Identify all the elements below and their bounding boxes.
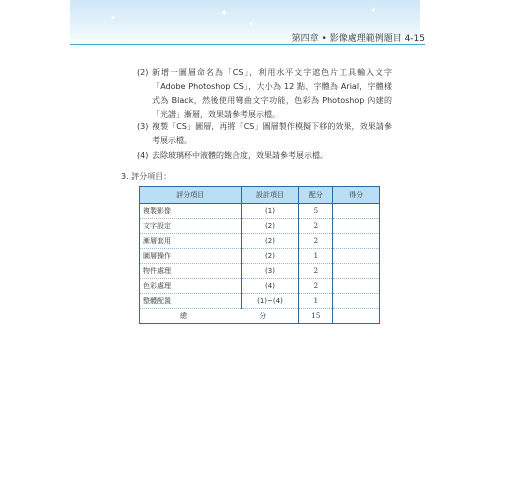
table-cell: (3) — [241, 264, 299, 279]
table-cell: (2) — [241, 219, 299, 234]
table-row — [140, 294, 380, 309]
total-label-right: 分 — [259, 312, 267, 320]
table-row — [140, 279, 380, 294]
table-cell: 色彩處理 — [140, 279, 242, 294]
table-row — [140, 264, 380, 279]
table-row — [140, 249, 380, 264]
item-text: 複製「CS」圖層，再將「CS」圖層製作模擬下移的效果，效果請參考展示檔。 — [152, 122, 392, 145]
item-text: 新增一圖層命名為「CS」，利用水平文字遮色片工具輸入文字「Adobe Photoshop CS」，大小為 12 點、字體為 Arial，字體樣式為 Black，然後使用彎曲文字功能，色彩為 Photoshop 內建的「光譜」漸層，效果請參考展示檔。 — [152, 68, 392, 119]
table-cell: (1)~(4) — [241, 294, 299, 309]
total-label-left: 總 — [180, 312, 187, 320]
table-cell: (2) — [241, 234, 299, 249]
table-cell: 漸層套用 — [140, 234, 242, 249]
section-title: 3. 評分項目： — [121, 172, 172, 181]
table-cell: 整體配置 — [140, 294, 242, 309]
table-cell: 文字設定 — [140, 219, 242, 234]
table-row — [140, 204, 380, 219]
page-header-title: 第四章 • 影像處理範例題目 4-15 — [291, 34, 425, 44]
list-item — [137, 66, 392, 119]
list-item — [137, 120, 392, 150]
sparkle-icon: ✦ — [370, 6, 377, 15]
column-header: 配分 — [299, 187, 333, 204]
total-obtained-cell — [333, 309, 380, 324]
sparkle-icon: ✦ — [220, 8, 229, 19]
table-cell: (1) — [241, 204, 299, 219]
column-header: 得分 — [333, 187, 380, 204]
column-header: 評分項目 — [140, 187, 242, 204]
table-cell — [333, 294, 380, 309]
item-number: (3) — [137, 122, 149, 131]
table-cell: 2 — [299, 234, 333, 249]
table-header-row — [140, 187, 380, 204]
column-header: 設計項目 — [241, 187, 299, 204]
table-cell — [333, 249, 380, 264]
table-cell — [333, 264, 380, 279]
item-text: 去除玻璃杯中液體的飽合度，效果請參考展示檔。 — [152, 151, 328, 160]
sparkle-icon: ✦ — [110, 14, 116, 22]
item-number: (2) — [137, 68, 149, 77]
table-cell — [333, 279, 380, 294]
item-number: (4) — [137, 151, 149, 160]
scoring-table — [139, 186, 380, 324]
table-row — [140, 234, 380, 249]
table-cell: 2 — [299, 264, 333, 279]
table-cell: 1 — [299, 249, 333, 264]
table-cell: 1 — [299, 294, 333, 309]
table-cell: 2 — [299, 219, 333, 234]
table-cell: (2) — [241, 249, 299, 264]
table-cell — [333, 204, 380, 219]
table-cell: 圖層操作 — [140, 249, 242, 264]
header-rule — [70, 44, 425, 45]
list-item — [137, 149, 389, 165]
table-cell: 2 — [299, 279, 333, 294]
table-cell: 5 — [299, 204, 333, 219]
table-cell: 複製影像 — [140, 204, 242, 219]
table-total-row — [140, 309, 380, 324]
total-score-cell: 15 — [299, 309, 333, 324]
table-cell — [333, 234, 380, 249]
table-cell — [333, 219, 380, 234]
table-cell: (4) — [241, 279, 299, 294]
sparkle-icon: ✦ — [248, 20, 254, 28]
table-cell: 物件處理 — [140, 264, 242, 279]
table-row — [140, 219, 380, 234]
total-label-cell — [140, 309, 299, 324]
